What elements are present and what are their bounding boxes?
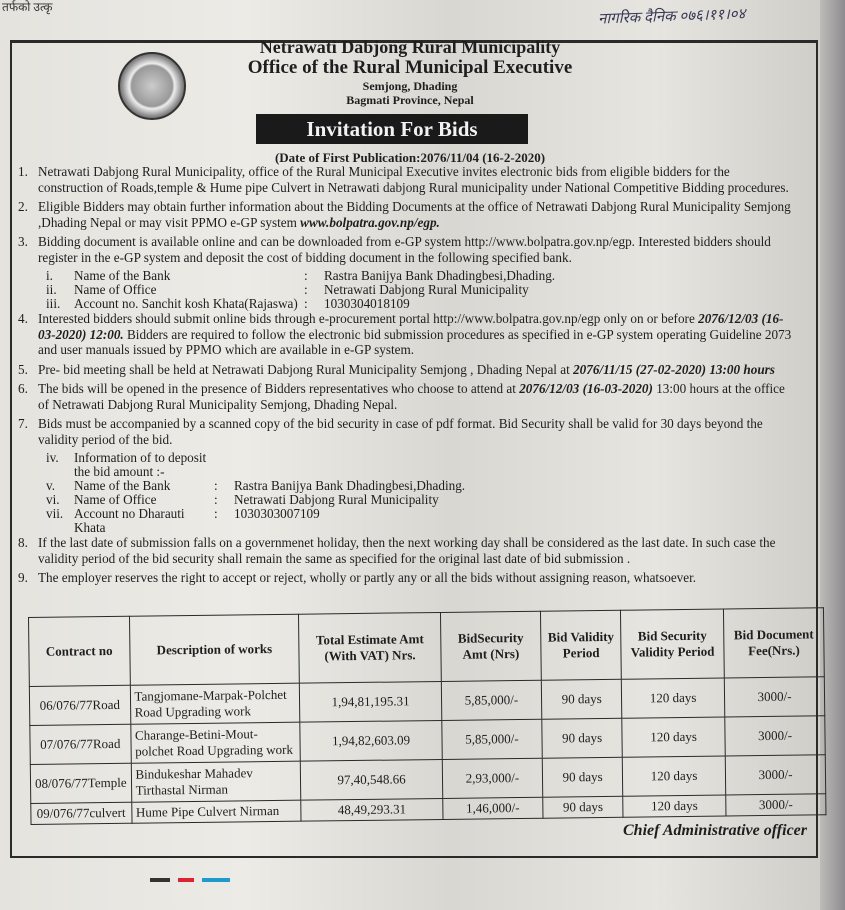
clipped-text: तर्फको उत्कृ bbox=[2, 0, 53, 14]
notice-title: Invitation For Bids bbox=[256, 114, 528, 144]
prebid-date: 2076/11/15 (27-02-2020) 13:00 hours bbox=[573, 361, 775, 377]
detail-label: Information of to deposit the bid amount :- bbox=[74, 450, 207, 479]
table-cell: Hume Pipe Culvert Nirman bbox=[131, 800, 301, 823]
item-1: 1. Netrawati Dabjong Rural Municipality, office of the Rural Municipal Executive invites electronic bids from eligible bidders for the construction of Roads,temple & Hume pipe Culvert in Netrawati dabjong Rural municipality under National Competitive Bidding procedures. bbox=[18, 164, 798, 195]
table-cell: 120 days bbox=[622, 756, 725, 796]
detail-label: Account no. Sanchit kosh Khata(Rajaswa) bbox=[74, 296, 298, 311]
column-header: Contract no bbox=[29, 616, 130, 686]
table-cell: 07/076/77Road bbox=[30, 724, 131, 764]
bank-details bbox=[18, 269, 798, 311]
detail-row bbox=[46, 493, 798, 507]
detail-row bbox=[46, 269, 798, 283]
table-cell: 5,85,000/- bbox=[441, 680, 542, 720]
table-cell: 90 days bbox=[541, 679, 621, 719]
detail-row bbox=[46, 479, 798, 493]
item-8: 8. If the last date of submission falls on a governmenet holiday, then the next working day shall be considered as the last date. In such case the validity period of the bid security shall remain the same as specified for the original last date of bid submission . bbox=[18, 535, 798, 566]
table-cell: 09/076/77culvert bbox=[31, 802, 132, 824]
detail-colon: : bbox=[304, 268, 308, 283]
detail-value: Netrawati Dabjong Rural Municipality bbox=[324, 282, 529, 297]
detail-colon bbox=[214, 451, 234, 479]
detail-label: Name of the Bank bbox=[74, 478, 171, 493]
table-cell: 48,49,293.31 bbox=[301, 798, 442, 821]
table-cell: 90 days bbox=[543, 796, 623, 818]
item-text bbox=[38, 311, 798, 358]
detail-label: Name of the Bank bbox=[74, 268, 171, 283]
item-text: Bidding document is available online and can be downloaded from e-GP system http://www.bolpatra.gov.np/egp. Interested bidders should register in the e-GP system and deposit the cost of bidding document in the following specified bank. bbox=[38, 234, 771, 265]
detail-value: 1030304018109 bbox=[324, 296, 410, 311]
detail-row bbox=[46, 451, 798, 479]
notice-body bbox=[18, 164, 798, 590]
item-text bbox=[38, 381, 798, 412]
table-cell: 3000/- bbox=[724, 677, 824, 717]
table-cell: 90 days bbox=[542, 718, 622, 758]
detail-value: Rastra Banijya Bank Dhadingbesi,Dhading. bbox=[324, 268, 556, 283]
detail-value: Rastra Banijya Bank Dhadingbesi,Dhading. bbox=[234, 478, 466, 493]
contracts-table bbox=[28, 607, 826, 825]
table-header-row bbox=[29, 608, 825, 687]
publication-date: (Date of First Publication:2076/11/04 (16-2-2020) bbox=[274, 150, 546, 165]
table-cell: Bindukeshar Mahadev Tirthastal Nirman bbox=[131, 761, 301, 802]
item-text-main: Eligible Bidders may obtain further information about the Bidding Documents at the office of Netrawati Dabjong Rural Municipality Semjong ,Dhading Nepal or may visit PPMO e-GP system bbox=[38, 199, 791, 230]
column-header: Description of works bbox=[129, 614, 300, 685]
table-cell: 3000/- bbox=[726, 794, 826, 816]
detail-colon: : bbox=[214, 492, 218, 507]
table-cell: 3000/- bbox=[725, 716, 825, 756]
table-cell: 08/076/77Temple bbox=[30, 763, 131, 803]
detail-numeral: i. bbox=[46, 268, 53, 283]
item-text: If the last date of submission falls on a governmenet holiday, then the next working day shall be considered as the last date. In such case the validity period of the bid security shall remain the same as specified for the original last date of bid submission . bbox=[38, 535, 776, 566]
column-header: Total Estimate Amt (With VAT) Nrs. bbox=[299, 612, 441, 683]
org-name: Netrawati Dabjong Rural Municipality bbox=[259, 37, 561, 57]
item-6: 6. The bids will be opened in the presence of Bidders representatives who choose to attend at 2076/12/03 (16-03-2020) 13:00 hours at the office of Netrawati Dabjong Rural Municipality Semjong, Dhading Nepal. bbox=[18, 381, 798, 412]
table-cell: 120 days bbox=[623, 795, 726, 817]
table-cell: 1,46,000/- bbox=[442, 797, 543, 819]
table-cell: 1,94,81,195.31 bbox=[300, 681, 442, 722]
item-text-rest: 13:00 hours at the office of Netrawati Dabjong Rural Municipality Semjong, Dhading Nepal. bbox=[38, 381, 785, 412]
item-3: 3. Bidding document is available online and can be downloaded from e-GP system http://www.bolpatra.gov.np/egp. Interested bidders should register in the e-GP system and deposit the cost of bidding document in the following specified bank. bbox=[18, 234, 798, 265]
item-text bbox=[38, 199, 798, 230]
item-text: Bids must be accompanied by a scanned copy of the bid security in case of pdf format. Bid Security shall be valid for 30 days beyond the validity period of the bid. bbox=[38, 416, 763, 447]
detail-numeral: iv. bbox=[46, 450, 59, 465]
detail-value: 1030303007109 bbox=[234, 506, 320, 521]
item-text-main: Pre- bid meeting shall be held at Netrawati Dabjong Rural Municipality Semjong , Dhading Nepal at bbox=[38, 361, 570, 377]
table-cell: 120 days bbox=[621, 678, 724, 718]
deposit-details bbox=[18, 451, 798, 535]
item-7: 7. Bids must be accompanied by a scanned copy of the bid security in case of pdf format. Bid Security shall be valid for 30 days beyond the validity period of the bid. bbox=[18, 416, 798, 447]
item-4: 4. Interested bidders should submit online bids through e-procurement portal http://www.bolpatra.gov.np/egp only on or before 2076/12/03 (16-03-2020) 12:00. Bidders are required to follow the electronic bid submission procedures as specified in e-GP system operating Guideline 2073 and user manuals issued by PPMO which are available in e-GP system. bbox=[18, 311, 798, 358]
detail-value: Netrawati Dabjong Rural Municipality bbox=[234, 492, 439, 507]
table-cell: 1,94,82,603.09 bbox=[300, 720, 442, 761]
column-header: Bid Security Validity Period bbox=[621, 609, 725, 679]
opening-date: 2076/12/03 (16-03-2020) bbox=[519, 381, 653, 396]
detail-colon: : bbox=[304, 282, 308, 297]
detail-numeral: vi. bbox=[46, 492, 60, 507]
table-cell: 2,93,000/- bbox=[442, 758, 543, 798]
detail-label: Name of Office bbox=[74, 492, 157, 507]
item-5: 5. Pre- bid meeting shall be held at Netrawati Dabjong Rural Municipality Semjong , Dhading Nepal at 2076/11/15 (27-02-2020) 13:00 hours bbox=[18, 361, 775, 377]
egp-link[interactable]: www.bolpatra.gov.np/egp. bbox=[300, 214, 440, 230]
detail-label: Account no Dharauti Khata bbox=[74, 506, 185, 535]
detail-row bbox=[46, 297, 798, 311]
detail-label: Name of Office bbox=[74, 282, 157, 297]
detail-colon: : bbox=[214, 506, 218, 521]
office-name: Office of the Rural Municipal Executive bbox=[247, 57, 573, 78]
item-text: Netrawati Dabjong Rural Municipality, office of the Rural Municipal Executive invites electronic bids from eligible bidders for the construction of Roads,temple & Hume pipe Culvert in Netrawati dabjong Rural municipality under National Competitive Bidding procedures. bbox=[38, 164, 789, 195]
table-cell: 97,40,548.66 bbox=[301, 759, 443, 800]
table-cell: 120 days bbox=[622, 717, 725, 757]
item-text: The employer reserves the right to accept or reject, wholly or partly any or all the bids without assigning reason, whatsoever. bbox=[38, 570, 697, 585]
table-cell: 06/076/77Road bbox=[29, 685, 130, 725]
table-cell: 3000/- bbox=[725, 755, 825, 795]
item-2: 2. Eligible Bidders may obtain further information about the Bidding Documents at the office of Netrawati Dabjong Rural Municipality Semjong ,Dhading Nepal or may visit PPMO e-GP system www.bolpatra.gov.np/egp. bbox=[18, 199, 798, 230]
detail-colon: : bbox=[214, 478, 218, 493]
detail-row bbox=[46, 507, 798, 535]
table-cell: 90 days bbox=[542, 757, 622, 797]
table-cell: Tangjomane-Marpak-Polchet Road Upgrading work bbox=[130, 683, 300, 724]
location: Semjong, Dhading bbox=[362, 79, 458, 93]
item-text-main: Interested bidders should submit online bids through e-procurement portal http://www.bolpatra.gov.np/egp only on or before bbox=[38, 311, 695, 326]
table-cell: 5,85,000/- bbox=[441, 719, 542, 759]
print-registration-marks bbox=[150, 878, 230, 882]
column-header: BidSecurity Amt (Nrs) bbox=[440, 611, 541, 681]
detail-numeral: iii. bbox=[46, 296, 61, 311]
item-text-rest: Bidders are required to follow the electronic bid submission procedures as specified in e-GP system operating Guideline 2073 and user manuals issued by PPMO which are available in e-GP system. bbox=[38, 326, 792, 357]
column-header: Bid Document Fee(Nrs.) bbox=[724, 608, 825, 678]
province: Bagmati Province, Nepal bbox=[346, 93, 474, 107]
item-text-main: The bids will be opened in the presence of Bidders representatives who choose to attend at bbox=[38, 381, 516, 396]
table-cell: Charange-Betini-Mout-polchet Road Upgrading work bbox=[130, 722, 300, 763]
detail-numeral: ii. bbox=[46, 282, 57, 297]
detail-numeral: v. bbox=[46, 478, 56, 493]
detail-numeral: vii. bbox=[46, 506, 64, 521]
detail-colon: : bbox=[304, 296, 308, 311]
signatory: Chief Administrative officer bbox=[623, 822, 807, 839]
handwritten-note: नागरिक दैनिक ०७६।११।०४ bbox=[597, 6, 746, 28]
detail-row bbox=[46, 283, 798, 297]
column-header: Bid Validity Period bbox=[541, 610, 622, 680]
item-9: 9. The employer reserves the right to accept or reject, wholly or partly any or all the bids without assigning reason, whatsoever. bbox=[18, 570, 697, 585]
submission-deadline: 2076/12/03 (16-03-2020) 12:00. bbox=[38, 311, 784, 342]
item-text bbox=[38, 362, 775, 378]
